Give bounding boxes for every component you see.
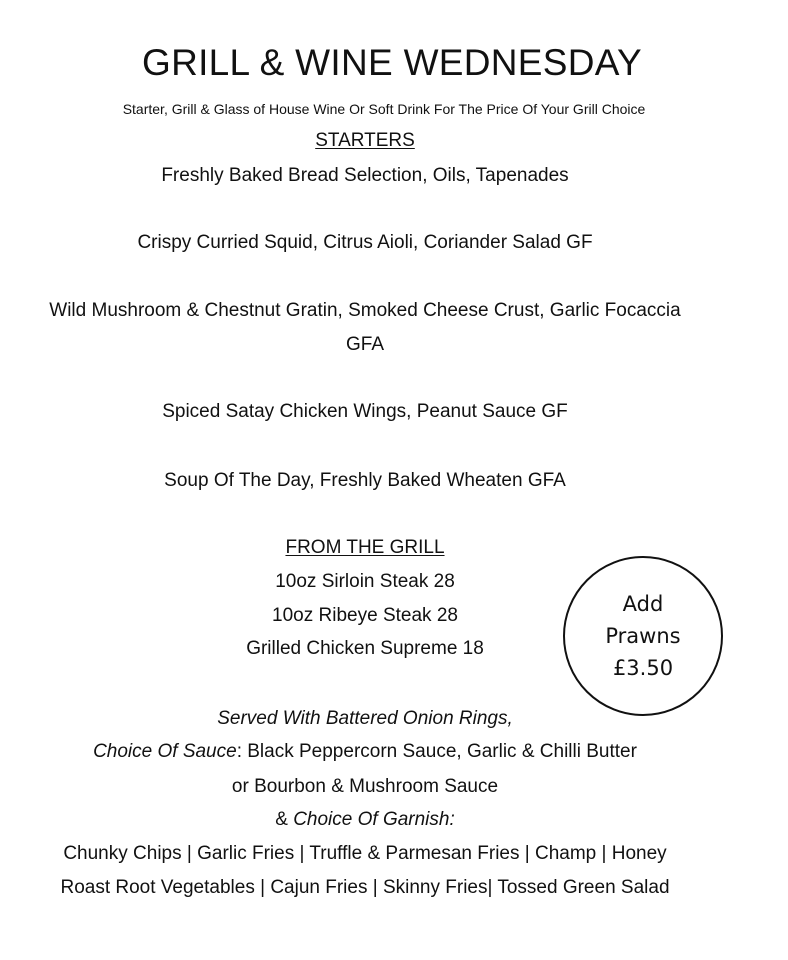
sauce-label: Choice Of Sauce: [93, 741, 237, 762]
badge-line-add: Add: [622, 592, 664, 616]
starter-item-bread: Freshly Baked Bread Selection, Oils, Tapenades: [161, 165, 569, 186]
sauce-options: : Black Peppercorn Sauce, Garlic & Chilli Butter: [236, 741, 637, 762]
sauce-line: [0, 741, 730, 763]
starter-item-mushroom-diet: GFA: [345, 334, 384, 355]
served-with-line: Served With Battered Onion Rings,: [217, 708, 513, 729]
garnish-heading: [0, 809, 730, 831]
starter-item-mushroom: Wild Mushroom & Chestnut Gratin, Smoked Cheese Crust, Garlic Focaccia: [49, 300, 681, 321]
garnish-label: Choice Of Garnish:: [293, 809, 455, 830]
sauce-line-2: or Bourbon & Mushroom Sauce: [231, 776, 499, 797]
add-prawns-badge: [563, 556, 723, 716]
menu-title: GRILL & WINE WEDNESDAY: [141, 42, 642, 83]
starter-item-soup: Soup Of The Day, Freshly Baked Wheaten GFA: [164, 470, 566, 491]
badge-line-prawns: Prawns: [605, 624, 681, 648]
grill-item-chicken: Grilled Chicken Supreme 18: [246, 638, 484, 659]
starters-heading: STARTERS: [315, 130, 415, 151]
menu-subtitle: Starter, Grill & Glass of House Wine Or Soft Drink For The Price Of Your Grill Choice: [122, 101, 646, 117]
garnish-options-1: Chunky Chips | Garlic Fries | Truffle & Parmesan Fries | Champ | Honey: [63, 843, 667, 864]
grill-item-sirloin: 10oz Sirloin Steak 28: [275, 571, 455, 592]
garnish-options-2: Roast Root Vegetables | Cajun Fries | Skinny Fries| Tossed Green Salad: [60, 877, 670, 898]
starter-item-wings: Spiced Satay Chicken Wings, Peanut Sauce GF: [162, 401, 568, 422]
badge-line-price: £3.50: [612, 656, 674, 680]
grill-heading: FROM THE GRILL: [285, 537, 445, 558]
grill-item-ribeye: 10oz Ribeye Steak 28: [272, 605, 458, 626]
starter-item-squid: Crispy Curried Squid, Citrus Aioli, Coriander Salad GF: [137, 232, 593, 253]
garnish-prefix: &: [275, 809, 294, 830]
